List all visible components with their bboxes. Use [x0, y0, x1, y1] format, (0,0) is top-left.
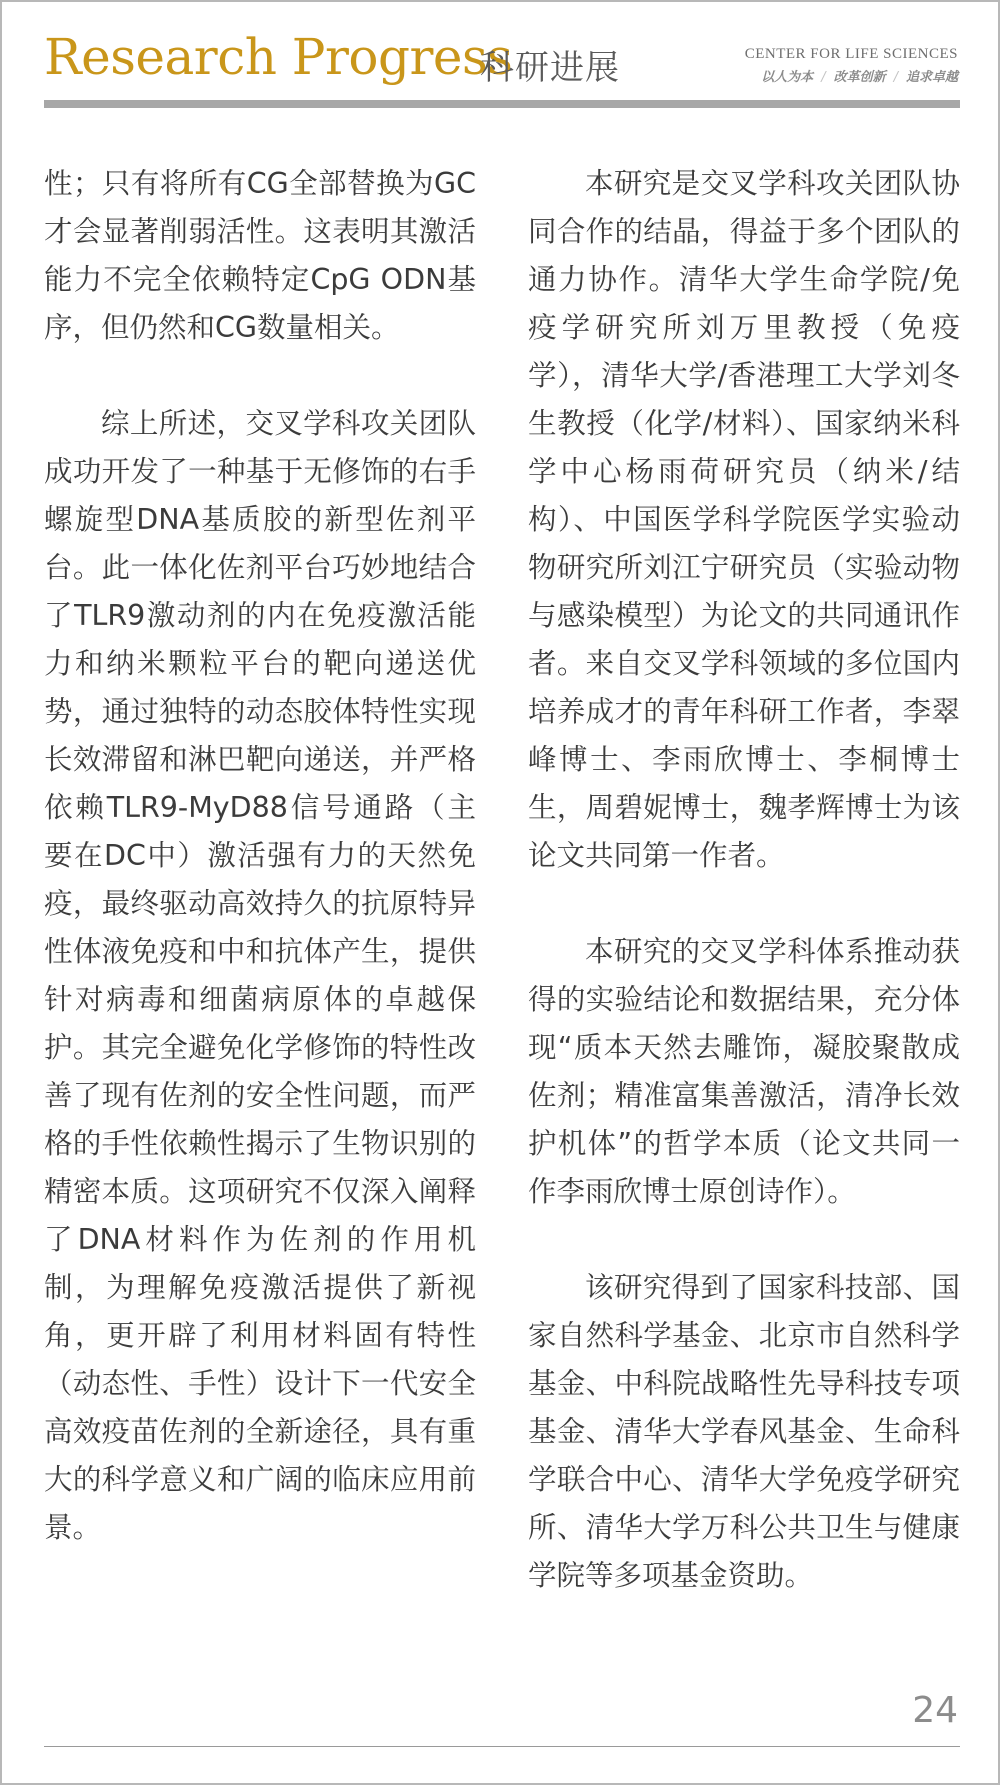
- slogan-bar: [761, 66, 958, 85]
- paragraph: 综上所述，交叉学科攻关团队成功开发了一种基于无修饰的右手螺旋型DNA基质胶的新型佐剂平台。此一体化佐剂平台巧妙地结合了TLR9激动剂的内在免疫激活能力和纳米颗粒平台的靶向递送优势，通过独特的动态胶体特性实现长效滞留和淋巴靶向递送，并严格依赖TLR9-MyD88信号通路（主要在DC中）激活强有力的天然免疫，最终驱动高效持久的抗原特异性体液免疫和中和抗体产生，提供针对病毒和细菌病原体的卓越保护。其完全避免化学修饰的特性改善了现有佐剂的安全性问题，而严格的手性依赖性揭示了生物识别的精密本质。这项研究不仅深入阐释了DNA材料作为佐剂的作用机制，为理解免疫激活提供了新视角，更开辟了利用材料固有特性（动态性、手性）设计下一代安全高效疫苗佐剂的全新途径，具有重大的科学意义和广阔的临床应用前景。: [44, 407, 476, 1544]
- slogan-1: 以人为本: [761, 70, 814, 85]
- center-name: CENTER FOR LIFE SCIENCES: [744, 46, 958, 62]
- section-title-en: Research Progress: [44, 28, 513, 86]
- slogan-2: 改革创新: [833, 70, 886, 85]
- slogan-divider: /: [893, 70, 898, 85]
- footer-divider: [44, 1746, 960, 1747]
- page-header: [44, 22, 960, 112]
- paragraph: 性；只有将所有CG全部替换为GC才会显著削弱活性。这表明其激活能力不完全依赖特定CpG ODN基序，但仍然和CG数量相关。: [44, 167, 476, 344]
- left-column: [44, 160, 476, 1600]
- paragraph: 本研究是交叉学科攻关团队协同合作的结晶，得益于多个团队的通力协作。清华大学生命学院/免疫学研究所刘万里教授（免疫学），清华大学/香港理工大学刘冬生教授（化学/材料）、国家纳米科学中心杨雨荷研究员（纳米/结构）、中国医学科学院医学实验动物研究所刘江宁研究员（实验动物与感染模型）为论文的共同通讯作者。来自交叉学科领域的多位国内培养成才的青年科研工作者，李翠峰博士、李雨欣博士、李桐博士生，周碧妮博士，魏孝辉博士为该论文共同第一作者。: [528, 167, 960, 872]
- paragraph: 本研究的交叉学科体系推动获得的实验结论和数据结果，充分体现“质本天然去雕饰，凝胶聚散成佐剂；精准富集善激活，清净长效护机体”的哲学本质（论文共同一作李雨欣博士原创诗作）。: [528, 935, 960, 1208]
- header-divider: [44, 100, 960, 108]
- section-title-cn: 科研进展: [480, 48, 620, 88]
- page-number: 24: [912, 1690, 958, 1731]
- right-column: [528, 160, 960, 1648]
- slogan-divider: /: [821, 70, 826, 85]
- paragraph: 该研究得到了国家科技部、国家自然科学基金、北京市自然科学基金、中科院战略性先导科技专项基金、清华大学春风基金、生命科学联合中心、清华大学免疫学研究所、清华大学万科公共卫生与健康学院等多项基金资助。: [528, 1271, 960, 1592]
- slogan-3: 追求卓越: [905, 70, 958, 85]
